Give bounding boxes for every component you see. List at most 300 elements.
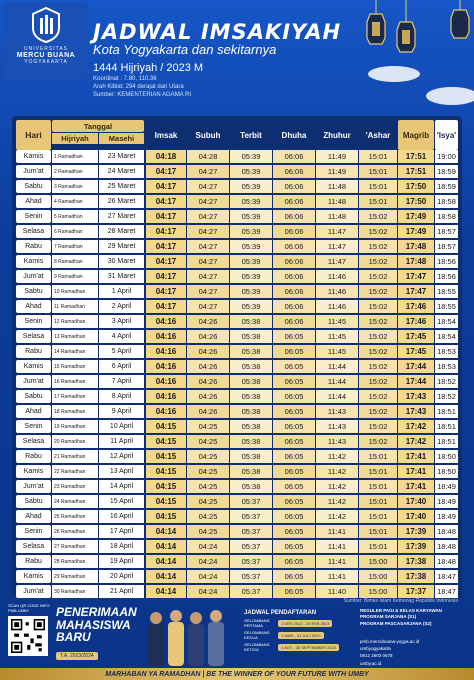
qr-code-icon[interactable]	[8, 616, 48, 656]
cell-masehi: 28 Maret	[99, 225, 144, 238]
cell-zhuhur: 11:41	[316, 555, 358, 568]
contact-info	[360, 638, 470, 667]
cell-ashar: 15:00	[359, 555, 397, 568]
cell-imsak: 04:15	[146, 465, 186, 478]
cell-zhuhur: 11:49	[316, 150, 358, 163]
header-subuh: Subuh	[195, 130, 221, 140]
cell-isya: 18:47	[435, 585, 458, 598]
cell-magrib: 17:51	[398, 165, 434, 178]
cell-hari: Ahad	[16, 405, 51, 418]
cell-hari: Rabu	[16, 240, 51, 253]
cell-magrib: 17:45	[398, 330, 434, 343]
cell-terbit: 05:38	[230, 465, 272, 478]
cell-ashar: 15:01	[359, 510, 397, 523]
cell-zhuhur: 11:43	[316, 420, 358, 433]
cell-zhuhur: 11:48	[316, 195, 358, 208]
cell-masehi: 8 April	[99, 390, 144, 403]
cell-hari: Kamis	[16, 465, 51, 478]
cell-subuh: 04:27	[187, 300, 229, 313]
cell-imsak: 04:16	[146, 375, 186, 388]
table-row	[16, 300, 458, 313]
cell-hari: Sabtu	[16, 390, 51, 403]
cell-dhuha: 06:05	[273, 450, 315, 463]
cell-masehi: 20 April	[99, 570, 144, 583]
cell-hijriyah: 12 Ramadhan	[52, 315, 98, 328]
source-text: Sumber: KEMENTERIAN AGAMA RI	[93, 92, 192, 98]
cell-dhuha: 06:05	[273, 420, 315, 433]
registration-schedule	[244, 610, 354, 652]
cell-isya: 18:50	[435, 450, 458, 463]
cell-dhuha: 06:05	[273, 360, 315, 373]
cell-ashar: 15:02	[359, 360, 397, 373]
cell-zhuhur: 11:42	[316, 495, 358, 508]
cell-hijriyah: 17 Ramadhan	[52, 390, 98, 403]
cell-magrib: 17:49	[398, 210, 434, 223]
cell-hijriyah: 7 Ramadhan	[52, 240, 98, 253]
logo-top-text: UNIVERSITAS	[24, 46, 68, 52]
cell-dhuha: 06:06	[273, 210, 315, 223]
table-row	[16, 360, 458, 373]
cell-ashar: 15:01	[359, 450, 397, 463]
cell-masehi: 30 Maret	[99, 255, 144, 268]
cell-imsak: 04:16	[146, 330, 186, 343]
cell-masehi: 29 Maret	[99, 240, 144, 253]
table-row	[16, 465, 458, 478]
cell-subuh: 04:24	[187, 540, 229, 553]
header-zhuhur: Zhuhur	[323, 130, 351, 140]
cell-masehi: 4 April	[99, 330, 144, 343]
cell-subuh: 04:26	[187, 405, 229, 418]
cell-dhuha: 06:06	[273, 255, 315, 268]
cell-hijriyah: 4 Ramadhan	[52, 195, 98, 208]
cell-masehi: 24 Maret	[99, 165, 144, 178]
table-source-text: Sumber: Bimas Islam Kemenag Republik Indonesia	[343, 598, 458, 604]
cell-terbit: 05:39	[230, 270, 272, 283]
cell-zhuhur: 11:40	[316, 585, 358, 598]
cell-ashar: 15:02	[359, 390, 397, 403]
cell-imsak: 04:16	[146, 405, 186, 418]
cell-hijriyah: 18 Ramadhan	[52, 405, 98, 418]
cell-masehi: 9 April	[99, 405, 144, 418]
cell-terbit: 05:37	[230, 585, 272, 598]
cell-dhuha: 06:05	[273, 375, 315, 388]
table-row	[16, 540, 458, 553]
cell-zhuhur: 11:47	[316, 240, 358, 253]
cell-ashar: 15:02	[359, 240, 397, 253]
cell-dhuha: 06:05	[273, 405, 315, 418]
cell-hijriyah: 8 Ramadhan	[52, 255, 98, 268]
phone-number[interactable]: 0812 2603 0678	[360, 653, 393, 659]
header-masehi: Masehi	[99, 133, 144, 144]
pmb-promo	[56, 606, 151, 662]
cell-imsak: 04:17	[146, 165, 186, 178]
cell-hijriyah: 3 Ramadhan	[52, 180, 98, 193]
table-row	[16, 525, 458, 538]
year-text: 1444 Hijriyah / 2023 M	[93, 62, 204, 74]
cell-subuh: 04:24	[187, 555, 229, 568]
cell-hijriyah: 10 Ramadhan	[52, 285, 98, 298]
cell-isya: 18:48	[435, 525, 458, 538]
cell-hari: Ahad	[16, 300, 51, 313]
cell-magrib: 17:47	[398, 270, 434, 283]
cell-hari: Senin	[16, 315, 51, 328]
cell-zhuhur: 11:46	[316, 285, 358, 298]
table-row	[16, 180, 458, 193]
header-isya: 'Isya'	[435, 120, 458, 150]
cell-dhuha: 06:05	[273, 435, 315, 448]
cell-subuh: 04:28	[187, 150, 229, 163]
cell-imsak: 04:17	[146, 210, 186, 223]
cell-ashar: 15:02	[359, 300, 397, 313]
cell-masehi: 14 April	[99, 480, 144, 493]
cell-subuh: 04:24	[187, 570, 229, 583]
cell-ashar: 15:02	[359, 405, 397, 418]
table-row	[16, 480, 458, 493]
cell-imsak: 04:16	[146, 345, 186, 358]
cell-hijriyah: 28 Ramadhan	[52, 555, 98, 568]
cell-ashar: 15:00	[359, 585, 397, 598]
cell-subuh: 04:26	[187, 330, 229, 343]
cell-isya: 18:56	[435, 255, 458, 268]
cell-subuh: 04:25	[187, 420, 229, 433]
cell-isya: 18:52	[435, 375, 458, 388]
cell-terbit: 05:39	[230, 195, 272, 208]
cell-masehi: 17 April	[99, 525, 144, 538]
cell-hijriyah: 6 Ramadhan	[52, 225, 98, 238]
cell-masehi: 18 April	[99, 540, 144, 553]
cell-terbit: 05:39	[230, 225, 272, 238]
cell-isya: 18:56	[435, 270, 458, 283]
table-header	[16, 120, 458, 150]
cell-hari: Kamis	[16, 255, 51, 268]
cell-zhuhur: 11:42	[316, 510, 358, 523]
cell-subuh: 04:26	[187, 375, 229, 388]
cell-terbit: 05:38	[230, 360, 272, 373]
cell-ashar: 15:01	[359, 165, 397, 178]
header-hijriyah: Hijriyah	[52, 133, 98, 144]
cell-masehi: 5 April	[99, 345, 144, 358]
page-title: JADWAL IMSAKIYAH	[93, 20, 342, 44]
cell-imsak: 04:17	[146, 240, 186, 253]
wave-3-date: 1 AGT - 30 SEPTEMBER 2023	[278, 644, 339, 651]
cell-terbit: 05:37	[230, 540, 272, 553]
table-row	[16, 210, 458, 223]
table-row	[16, 450, 458, 463]
cell-hari: Jum'at	[16, 375, 51, 388]
instagram-link[interactable]: umbyogyakarta	[360, 646, 391, 652]
cell-zhuhur: 11:45	[316, 330, 358, 343]
cell-zhuhur: 11:41	[316, 525, 358, 538]
cell-masehi: 7 April	[99, 375, 144, 388]
cell-magrib: 17:38	[398, 570, 434, 583]
cell-magrib: 17:41	[398, 450, 434, 463]
cell-magrib: 17:41	[398, 480, 434, 493]
table-row	[16, 585, 458, 598]
cell-dhuha: 06:06	[273, 285, 315, 298]
wave-1-date: 1 DES 2022 - 28 FEB 2023	[278, 620, 332, 627]
cell-terbit: 05:38	[230, 390, 272, 403]
cell-dhuha: 06:06	[273, 180, 315, 193]
website-link[interactable]: pmb.mercubuana-yogya.ac.id	[360, 639, 420, 644]
cell-magrib: 17:39	[398, 540, 434, 553]
cell-terbit: 05:38	[230, 330, 272, 343]
cell-ashar: 15:01	[359, 465, 397, 478]
cell-dhuha: 06:05	[273, 480, 315, 493]
cell-hijriyah: 14 Ramadhan	[52, 345, 98, 358]
cell-isya: 18:47	[435, 570, 458, 583]
cell-isya: 18:57	[435, 225, 458, 238]
cell-masehi: 21 April	[99, 585, 144, 598]
cell-isya: 18:49	[435, 480, 458, 493]
cell-magrib: 17:41	[398, 465, 434, 478]
cell-hari: Jum'at	[16, 165, 51, 178]
cell-magrib: 17:40	[398, 495, 434, 508]
table-row	[16, 285, 458, 298]
table-row	[16, 570, 458, 583]
students-illustration-icon	[138, 604, 238, 666]
cell-subuh: 04:25	[187, 510, 229, 523]
table-row	[16, 165, 458, 178]
cell-imsak: 04:15	[146, 450, 186, 463]
table-row	[16, 315, 458, 328]
cell-isya: 18:48	[435, 555, 458, 568]
cell-imsak: 04:14	[146, 540, 186, 553]
wave-1-label: GELOMBANG PERTAMA	[244, 618, 270, 628]
cell-hari: Kamis	[16, 360, 51, 373]
wave-3	[244, 642, 354, 652]
cell-imsak: 04:18	[146, 150, 186, 163]
cell-masehi: 31 Maret	[99, 270, 144, 283]
cell-subuh: 04:27	[187, 210, 229, 223]
cell-magrib: 17:44	[398, 360, 434, 373]
cell-imsak: 04:15	[146, 510, 186, 523]
cell-magrib: 17:48	[398, 240, 434, 253]
cell-hari: Senin	[16, 525, 51, 538]
cell-isya: 18:59	[435, 180, 458, 193]
cell-masehi: 13 April	[99, 465, 144, 478]
cell-isya: 18:55	[435, 300, 458, 313]
cell-magrib: 17:51	[398, 150, 434, 163]
table-row	[16, 195, 458, 208]
cell-hijriyah: 21 Ramadhan	[52, 450, 98, 463]
cell-hijriyah: 11 Ramadhan	[52, 300, 98, 313]
cell-imsak: 04:15	[146, 495, 186, 508]
cell-hijriyah: 9 Ramadhan	[52, 270, 98, 283]
cell-zhuhur: 11:43	[316, 435, 358, 448]
cell-subuh: 04:27	[187, 225, 229, 238]
cell-subuh: 04:26	[187, 360, 229, 373]
cell-subuh: 04:27	[187, 255, 229, 268]
cell-ashar: 15:02	[359, 285, 397, 298]
cell-hari: Senin	[16, 210, 51, 223]
cell-zhuhur: 11:42	[316, 465, 358, 478]
table-row	[16, 420, 458, 433]
header-dhuha: Dhuha	[281, 130, 307, 140]
cell-dhuha: 06:05	[273, 345, 315, 358]
cell-isya: 18:58	[435, 195, 458, 208]
promo-line-2: MAHASISWA	[56, 617, 131, 632]
cell-zhuhur: 11:47	[316, 255, 358, 268]
cell-isya: 18:54	[435, 330, 458, 343]
cell-hijriyah: 30 Ramadhan	[52, 585, 98, 598]
cell-ashar: 15:01	[359, 180, 397, 193]
cell-zhuhur: 11:48	[316, 180, 358, 193]
cell-hari: Sabtu	[16, 495, 51, 508]
wave-2-date: 1 MAR - 31 JULI 2023	[278, 632, 324, 639]
cell-ashar: 15:02	[359, 345, 397, 358]
wave-3-label: GELOMBANG KETIGA	[244, 642, 270, 652]
wave-1	[244, 618, 354, 628]
cell-hijriyah: 16 Ramadhan	[52, 375, 98, 388]
table-row	[16, 150, 458, 163]
cell-subuh: 04:27	[187, 285, 229, 298]
cell-masehi: 26 Maret	[99, 195, 144, 208]
cell-imsak: 04:14	[146, 585, 186, 598]
cell-hari: Senin	[16, 420, 51, 433]
cell-zhuhur: 11:41	[316, 570, 358, 583]
cell-ashar: 15:02	[359, 375, 397, 388]
cell-imsak: 04:14	[146, 570, 186, 583]
cell-subuh: 04:26	[187, 315, 229, 328]
cell-subuh: 04:24	[187, 585, 229, 598]
promo-line-1: PENERIMAAN	[56, 605, 137, 619]
cell-imsak: 04:15	[146, 480, 186, 493]
cell-terbit: 05:39	[230, 165, 272, 178]
cell-isya: 18:53	[435, 345, 458, 358]
cell-ashar: 15:02	[359, 270, 397, 283]
cell-isya: 18:51	[435, 420, 458, 433]
cell-magrib: 17:42	[398, 420, 434, 433]
logo-emblem-icon	[29, 6, 63, 44]
cell-masehi: 15 April	[99, 495, 144, 508]
cell-hari: Selasa	[16, 330, 51, 343]
cell-terbit: 05:39	[230, 240, 272, 253]
cell-ashar: 15:02	[359, 210, 397, 223]
cell-hari: Jum'at	[16, 270, 51, 283]
cell-masehi: 6 April	[99, 360, 144, 373]
cell-imsak: 04:16	[146, 390, 186, 403]
cell-terbit: 05:38	[230, 315, 272, 328]
cell-dhuha: 06:06	[273, 165, 315, 178]
cell-ashar: 15:01	[359, 150, 397, 163]
cell-hari: Kamis	[16, 570, 51, 583]
cell-isya: 18:52	[435, 390, 458, 403]
kiblat-text: Arah Kiblat: 294 derajat dari Utara	[93, 84, 184, 90]
cell-magrib: 17:46	[398, 300, 434, 313]
cell-zhuhur: 11:42	[316, 450, 358, 463]
cell-terbit: 05:38	[230, 420, 272, 433]
cell-hari: Jum'at	[16, 585, 51, 598]
table-row	[16, 435, 458, 448]
cell-ashar: 15:02	[359, 315, 397, 328]
cell-hijriyah: 27 Ramadhan	[52, 540, 98, 553]
cell-terbit: 05:39	[230, 150, 272, 163]
logo-name-text: MERCU BUANA	[16, 52, 76, 59]
cell-masehi: 27 Maret	[99, 210, 144, 223]
cell-terbit: 05:38	[230, 435, 272, 448]
cell-masehi: 16 April	[99, 510, 144, 523]
cell-terbit: 05:38	[230, 480, 272, 493]
cell-hari: Ahad	[16, 195, 51, 208]
table-row	[16, 225, 458, 238]
cell-magrib: 17:44	[398, 375, 434, 388]
cell-dhuha: 06:05	[273, 510, 315, 523]
cell-masehi: 19 April	[99, 555, 144, 568]
cell-zhuhur: 11:41	[316, 540, 358, 553]
cell-hari: Jum'at	[16, 480, 51, 493]
cell-ashar: 15:01	[359, 525, 397, 538]
cell-magrib: 17:39	[398, 525, 434, 538]
cell-subuh: 04:26	[187, 390, 229, 403]
page-subtitle: Kota Yogyakarta dan sekitarnya	[93, 42, 277, 57]
cell-ashar: 15:01	[359, 480, 397, 493]
header-ashar: 'Ashar	[365, 130, 391, 140]
cell-hari: Selasa	[16, 225, 51, 238]
cell-zhuhur: 11:44	[316, 360, 358, 373]
cell-zhuhur: 11:49	[316, 165, 358, 178]
wave-2	[244, 630, 354, 640]
cell-isya: 18:51	[435, 435, 458, 448]
table-row	[16, 240, 458, 253]
qr-caption: SCAN QR CODE INFO PMB UMBY	[8, 603, 50, 613]
cell-subuh: 04:27	[187, 195, 229, 208]
cell-dhuha: 06:05	[273, 540, 315, 553]
header-tanggal: Tanggal	[52, 120, 144, 132]
cell-imsak: 04:14	[146, 555, 186, 568]
cell-ashar: 15:01	[359, 195, 397, 208]
logo-city-text: YOGYAKARTA	[24, 59, 68, 65]
cell-zhuhur: 11:44	[316, 375, 358, 388]
cell-subuh: 04:27	[187, 180, 229, 193]
cell-magrib: 17:40	[398, 510, 434, 523]
cell-dhuha: 06:06	[273, 300, 315, 313]
cell-imsak: 04:17	[146, 270, 186, 283]
cell-terbit: 05:39	[230, 285, 272, 298]
cell-imsak: 04:15	[146, 420, 186, 433]
qr-section	[8, 604, 52, 668]
imsakiyah-table	[12, 116, 462, 598]
cell-hijriyah: 19 Ramadhan	[52, 420, 98, 433]
cell-imsak: 04:16	[146, 360, 186, 373]
cell-magrib: 17:49	[398, 225, 434, 238]
cell-imsak: 04:16	[146, 315, 186, 328]
cell-hijriyah: 26 Ramadhan	[52, 525, 98, 538]
cell-hari: Selasa	[16, 540, 51, 553]
cell-masehi: 11 April	[99, 435, 144, 448]
table-row	[16, 555, 458, 568]
cell-hijriyah: 24 Ramadhan	[52, 495, 98, 508]
cell-isya: 18:58	[435, 210, 458, 223]
cell-subuh: 04:27	[187, 165, 229, 178]
program-3: PROGRAM PASCASARJANA (S2)	[360, 620, 432, 626]
cell-dhuha: 06:05	[273, 570, 315, 583]
cell-hijriyah: 29 Ramadhan	[52, 570, 98, 583]
table-row	[16, 375, 458, 388]
cell-ashar: 15:02	[359, 225, 397, 238]
cell-imsak: 04:17	[146, 285, 186, 298]
cell-magrib: 17:50	[398, 180, 434, 193]
cell-terbit: 05:39	[230, 210, 272, 223]
website-link-2[interactable]: umby.ac.id	[360, 660, 382, 666]
cell-dhuha: 06:06	[273, 150, 315, 163]
table-row	[16, 345, 458, 358]
cell-isya: 18:57	[435, 240, 458, 253]
cell-subuh: 04:25	[187, 495, 229, 508]
program-2: PROGRAM SARJANA (S1)	[360, 614, 417, 620]
cell-magrib: 17:43	[398, 390, 434, 403]
table-row	[16, 495, 458, 508]
cell-magrib: 17:45	[398, 345, 434, 358]
